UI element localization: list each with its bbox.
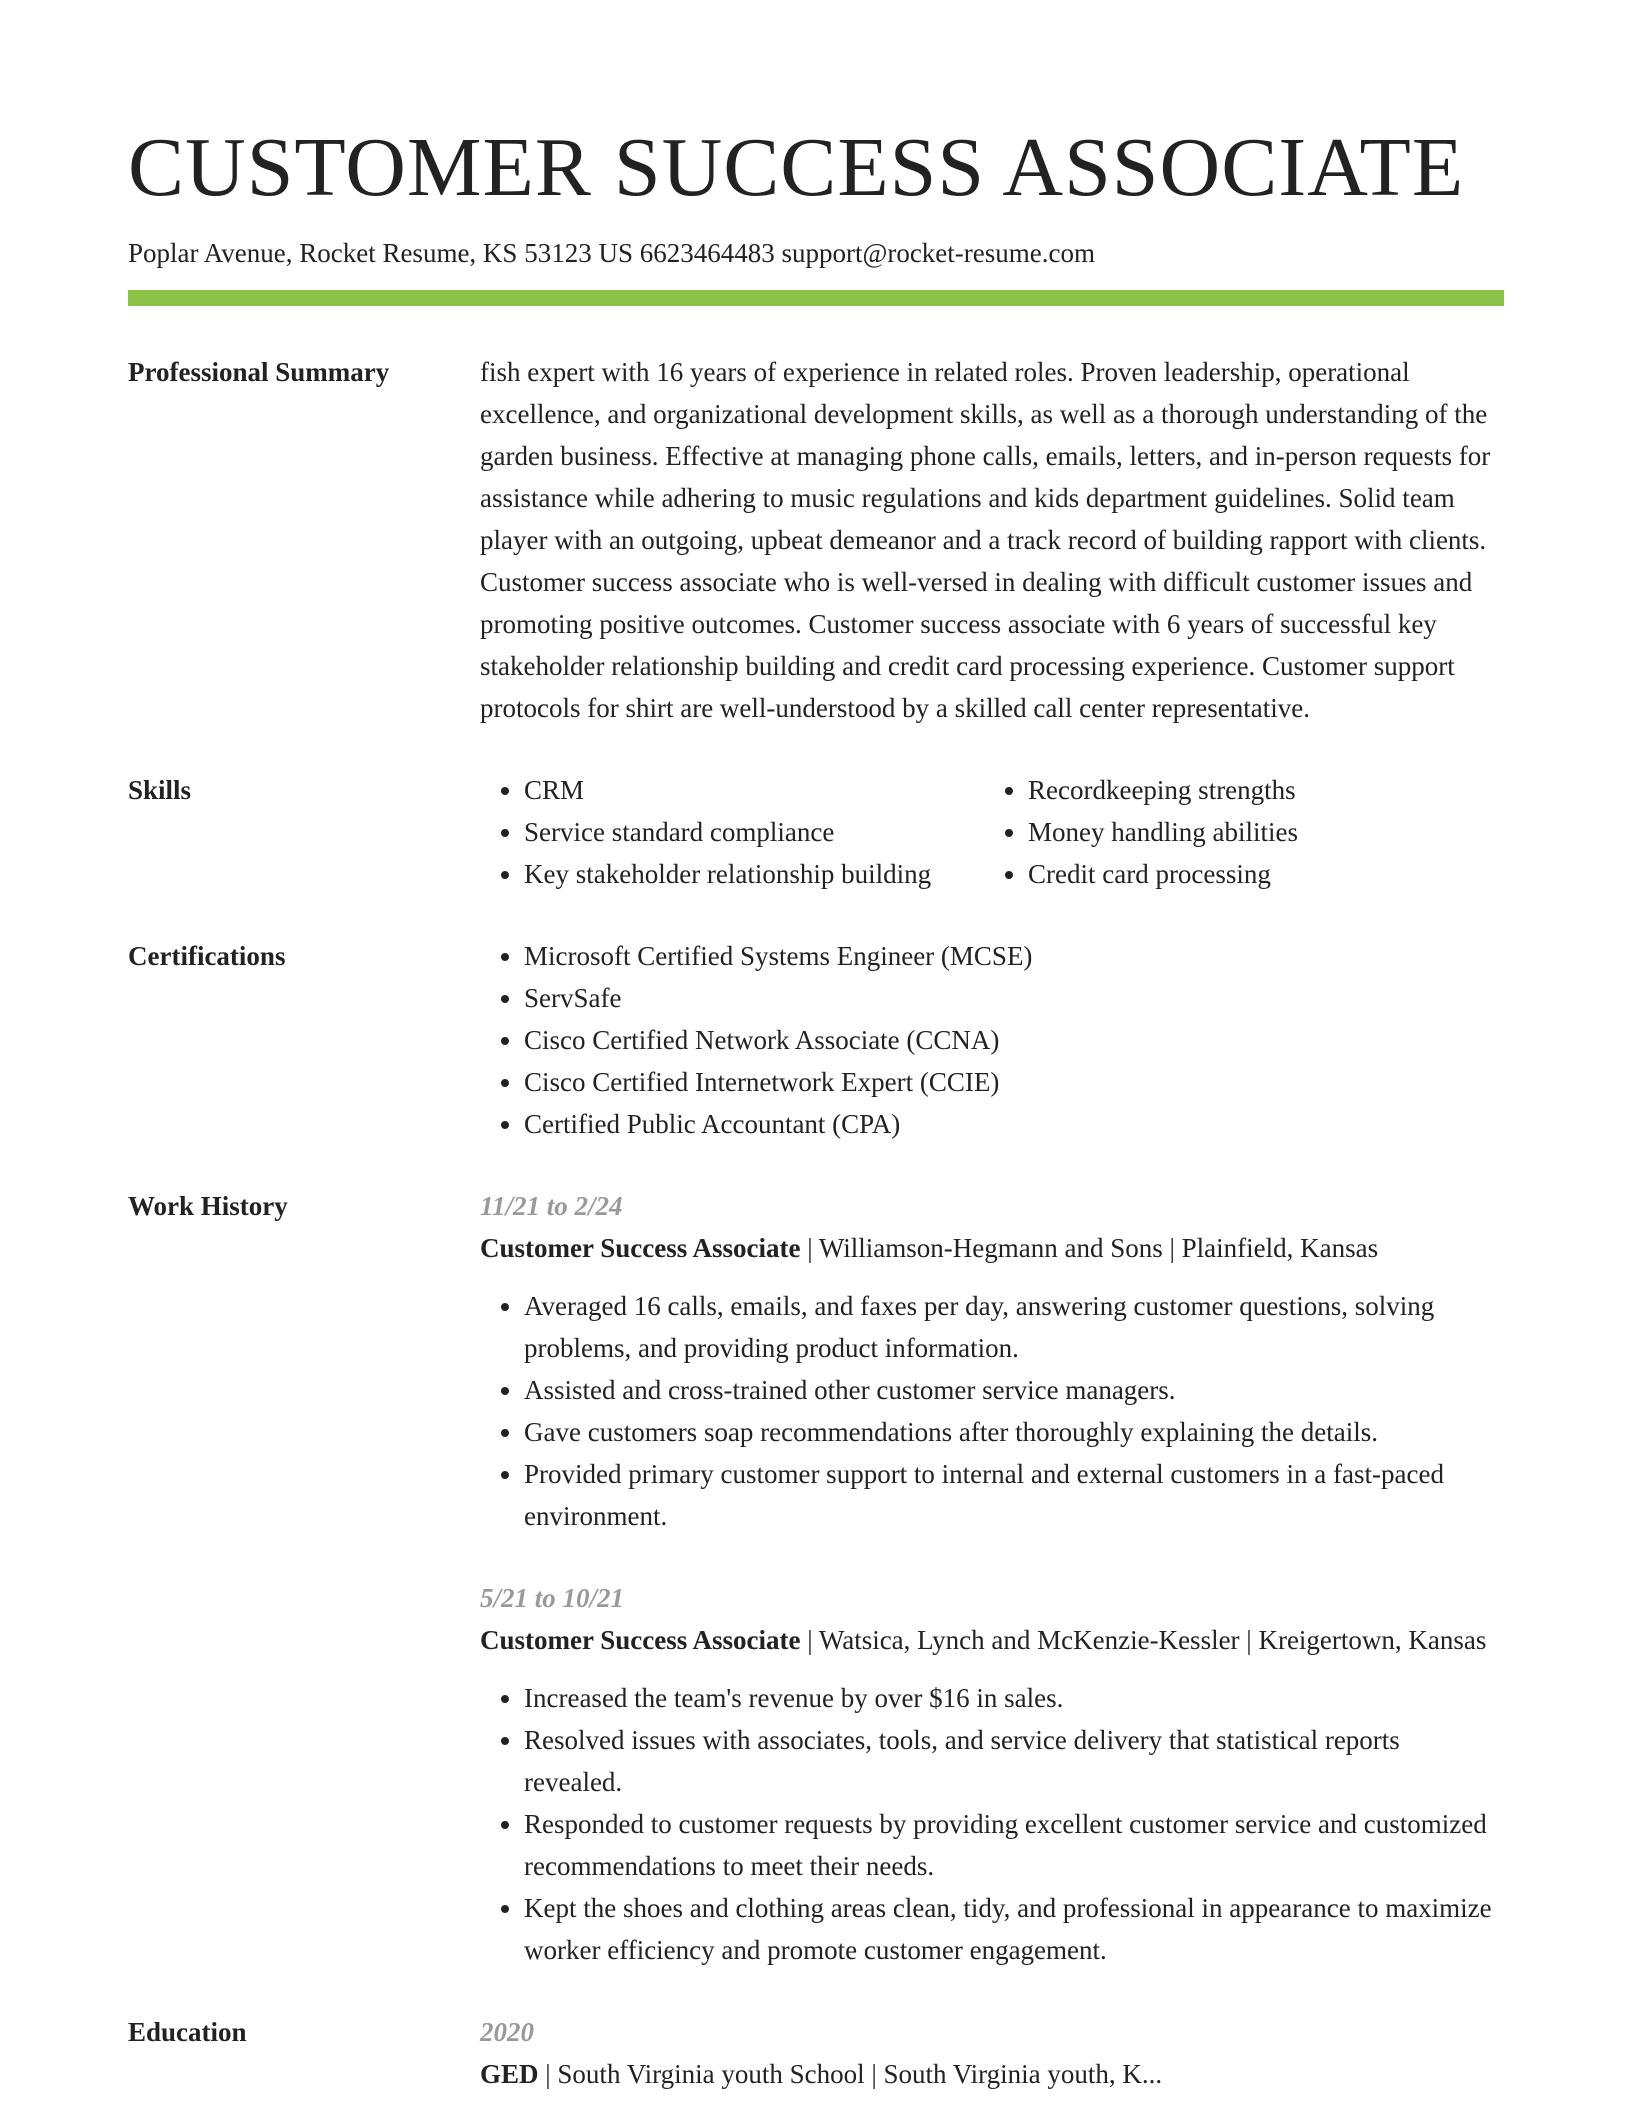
education-heading bbox=[480, 2053, 1504, 2095]
education-degree: GED bbox=[480, 2059, 539, 2089]
contact-phone: 6623464483 bbox=[639, 238, 775, 268]
certifications-section bbox=[128, 935, 1504, 1145]
job-heading bbox=[480, 1227, 1504, 1269]
skills-grid bbox=[480, 769, 1504, 895]
summary-text: fish expert with 16 years of experience in related roles. Proven leadership, operational excellence, and organizational development skills, as well as a thorough understanding of the garden business. Effective at managing phone calls, emails, letters, and in-person requests for assistance while adhering to music regulations and kids department guidelines. Solid team player with an outgoing, upbeat demeanor and a track record of building rapport with clients. Customer success associate who is well-versed in dealing with difficult customer issues and promoting positive outcomes. Customer success associate with 6 years of successful key stakeholder relationship building and credit card processing experience. Customer support protocols for shirt are well-understood by a skilled call center representative. bbox=[480, 357, 1491, 723]
skills-column bbox=[480, 769, 984, 895]
certification-item: • Certified Public Accountant (CPA) bbox=[524, 1103, 1504, 1145]
skill-item: • Key stakeholder relationship building bbox=[524, 853, 984, 895]
skill-item: • Recordkeeping strengths bbox=[1028, 769, 1504, 811]
job-bullet: • Responded to customer requests by providing excellent customer service and customized recommendations to meet their needs. bbox=[524, 1803, 1504, 1887]
job-bullet: • Assisted and cross-trained other customer service managers. bbox=[524, 1369, 1504, 1411]
certification-item: • ServSafe bbox=[524, 977, 1504, 1019]
job-bullet: • Kept the shoes and clothing areas clean, tidy, and professional in appearance to maximize worker efficiency and promote customer engagement. bbox=[524, 1887, 1504, 1971]
job-bullet: • Averaged 16 calls, emails, and faxes per day, answering customer questions, solving problems, and providing product information. bbox=[524, 1285, 1504, 1369]
certification-item: • Cisco Certified Network Associate (CCNA) bbox=[524, 1019, 1504, 1061]
job-details: | Williamson-Hegmann and Sons | Plainfield, Kansas bbox=[807, 1233, 1379, 1263]
contact-line bbox=[128, 236, 1504, 270]
job-details: | Watsica, Lynch and McKenzie-Kessler | Kreigertown, Kansas bbox=[807, 1625, 1487, 1655]
job-bullets bbox=[480, 1285, 1504, 1537]
skills-section bbox=[128, 769, 1504, 895]
summary-section bbox=[128, 351, 1504, 729]
certification-item: • Microsoft Certified Systems Engineer (MCSE) bbox=[524, 935, 1504, 977]
section-title: Professional Summary bbox=[128, 357, 390, 387]
certification-item: • Cisco Certified Internetwork Expert (CCIE) bbox=[524, 1061, 1504, 1103]
job-bullet: • Increased the team's revenue by over $16 in sales. bbox=[524, 1677, 1504, 1719]
job-bullet: • Provided primary customer support to internal and external customers in a fast-paced environment. bbox=[524, 1453, 1504, 1537]
job-title: Customer Success Associate bbox=[480, 1625, 801, 1655]
skill-item: • Service standard compliance bbox=[524, 811, 984, 853]
job-bullet: • Resolved issues with associates, tools, and service delivery that statistical reports revealed. bbox=[524, 1719, 1504, 1803]
job-dates: 5/21 to 10/21 bbox=[480, 1583, 625, 1613]
job-dates: 11/21 to 2/24 bbox=[480, 1191, 623, 1221]
job-heading bbox=[480, 1619, 1504, 1661]
header-divider bbox=[128, 290, 1504, 306]
job-bullets bbox=[480, 1677, 1504, 1971]
resume-name: CUSTOMER SUCCESS ASSOCIATE bbox=[128, 121, 1465, 214]
section-title: Work History bbox=[128, 1191, 288, 1221]
resume-page bbox=[128, 118, 1504, 2095]
skills-column bbox=[984, 769, 1504, 895]
education-section bbox=[128, 2011, 1504, 2095]
job-entry bbox=[480, 1185, 1504, 1537]
education-details: | South Virginia youth School | South Virginia youth, K... bbox=[545, 2059, 1163, 2089]
skill-item: • Money handling abilities bbox=[1028, 811, 1504, 853]
job-title: Customer Success Associate bbox=[480, 1233, 801, 1263]
work-history-section bbox=[128, 1185, 1504, 1971]
education-dates: 2020 bbox=[480, 2017, 534, 2047]
certifications-list bbox=[480, 935, 1504, 1145]
section-title: Certifications bbox=[128, 941, 286, 971]
job-entry bbox=[480, 1577, 1504, 1971]
job-bullet: • Gave customers soap recommendations after thoroughly explaining the details. bbox=[524, 1411, 1504, 1453]
skill-item: • Credit card processing bbox=[1028, 853, 1504, 895]
contact-address: Poplar Avenue, Rocket Resume, KS 53123 US bbox=[128, 238, 633, 268]
section-title: Education bbox=[128, 2017, 247, 2047]
section-title: Skills bbox=[128, 775, 192, 805]
skill-item: • CRM bbox=[524, 769, 984, 811]
contact-email: support@rocket-resume.com bbox=[781, 238, 1095, 268]
